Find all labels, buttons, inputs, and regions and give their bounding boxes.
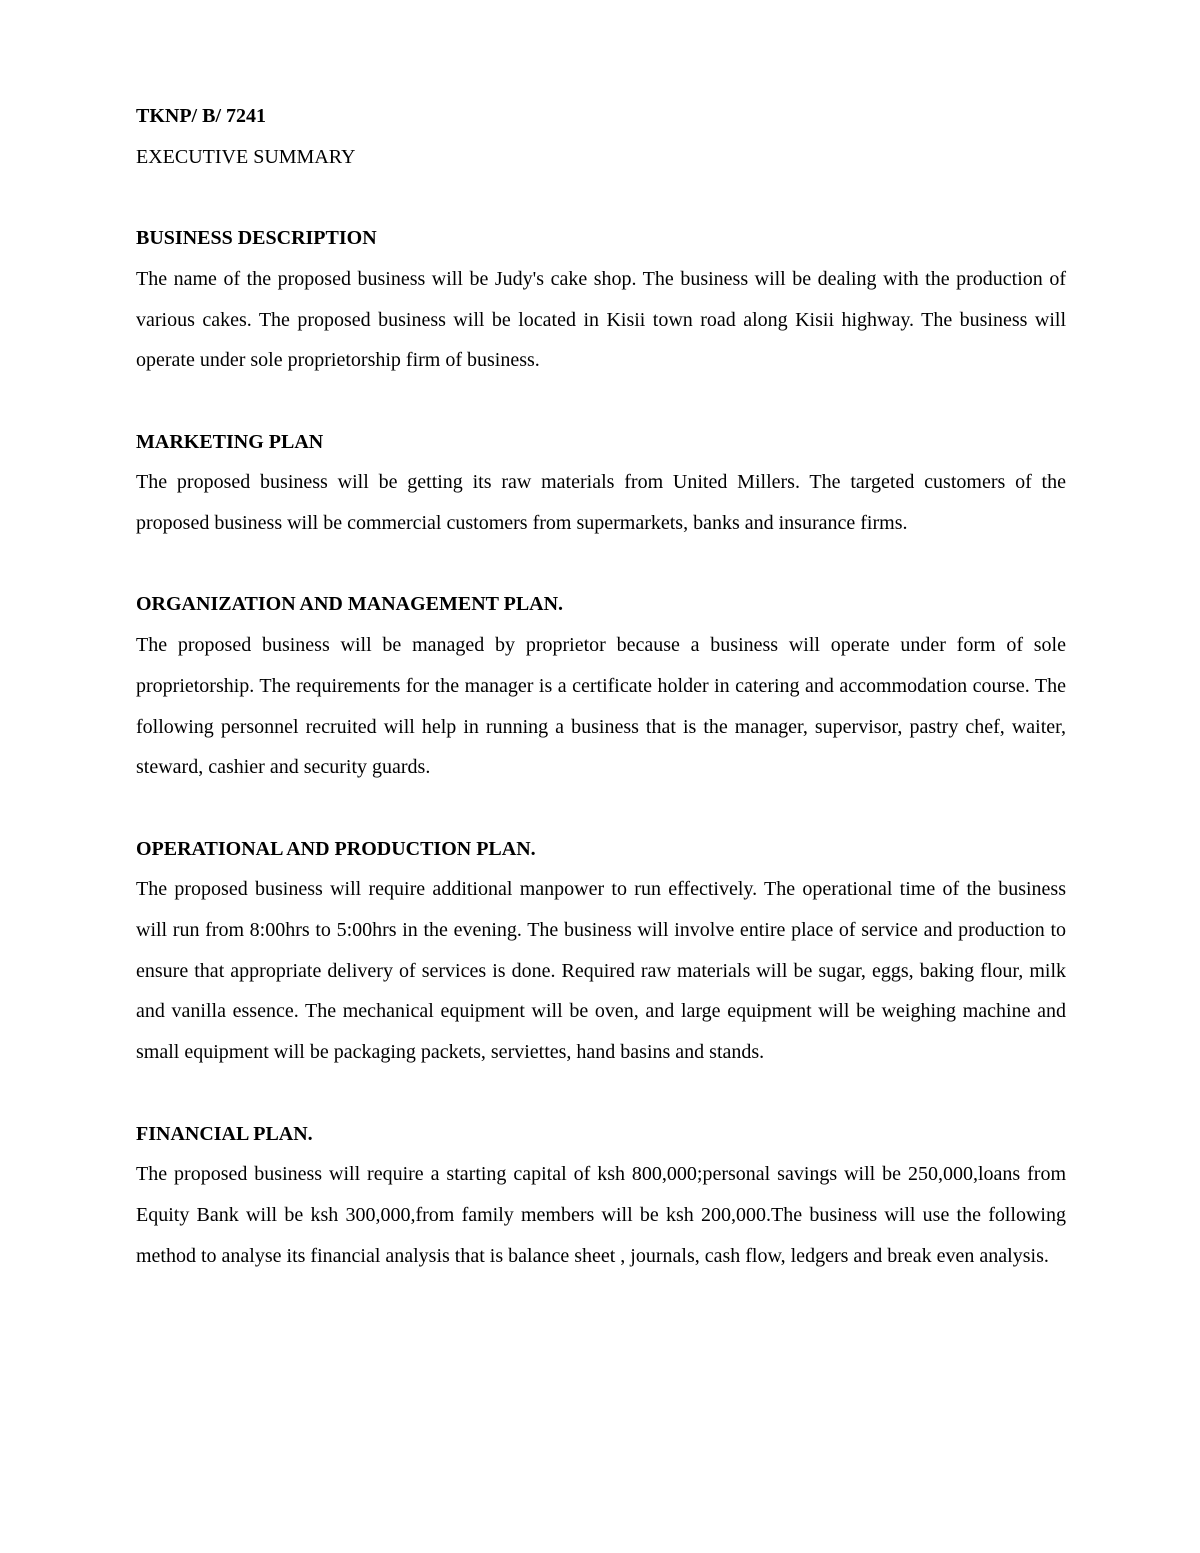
section-operational-production-plan [136, 829, 1066, 1073]
section-heading: MARKETING PLAN [136, 430, 324, 453]
section-heading: ORGANIZATION AND MANAGEMENT PLAN. [136, 593, 564, 616]
section-body: The name of the proposed business will be Judy's cake shop. The business will be dealing with the production of various cakes. The proposed business will be located in Kisii town road along Kisii highway. The business will operate under sole proprietorship firm of business. [136, 267, 1066, 372]
section-body: The proposed business will require a starting capital of ksh 800,000;personal savings will be 250,000,loans from Equity Bank will be ksh 300,000,from family members will be ksh 200,000.The business will use the following method to analyse its financial analysis that is balance sheet , journals, cash flow, ledgers and break even analysis. [136, 1163, 1066, 1267]
section-marketing-plan [136, 422, 1066, 544]
section-body: The proposed business will be getting its raw materials from United Millers. The targeted customers of the proposed business will be commercial customers from supermarkets, banks and insurance firms. [136, 471, 1066, 534]
section-organization-management-plan [136, 584, 1066, 788]
section-heading: OPERATIONAL AND PRODUCTION PLAN. [136, 837, 536, 860]
section-body: The proposed business will require additional manpower to run effectively. The operational time of the business will run from 8:00hrs to 5:00hrs in the evening. The business will involve entire place of service and production to ensure that appropriate delivery of services is done. Required raw materials will be sugar, eggs, baking flour, milk and vanilla essence. The mechanical equipment will be oven, and large equipment will be weighing machine and small equipment will be packaging packets, serviettes, hand basins and stands. [136, 878, 1066, 1064]
document-code: TKNP/ B/ 7241 [136, 105, 267, 127]
section-financial-plan [136, 1114, 1066, 1277]
section-heading: FINANCIAL PLAN. [136, 1122, 313, 1145]
document-title: EXECUTIVE SUMMARY [136, 145, 356, 168]
section-business-description [136, 218, 1066, 381]
section-heading: BUSINESS DESCRIPTION [136, 227, 377, 250]
document-page [136, 96, 1066, 1276]
section-body: The proposed business will be managed by proprietor because a business will operate under form of sole proprietorship. The requirements for the manager is a certificate holder in catering and accommodation course. The following personnel recruited will help in running a business that is the manager, supervisor, pastry chef, waiter, steward, cashier and security guards. [136, 634, 1066, 779]
